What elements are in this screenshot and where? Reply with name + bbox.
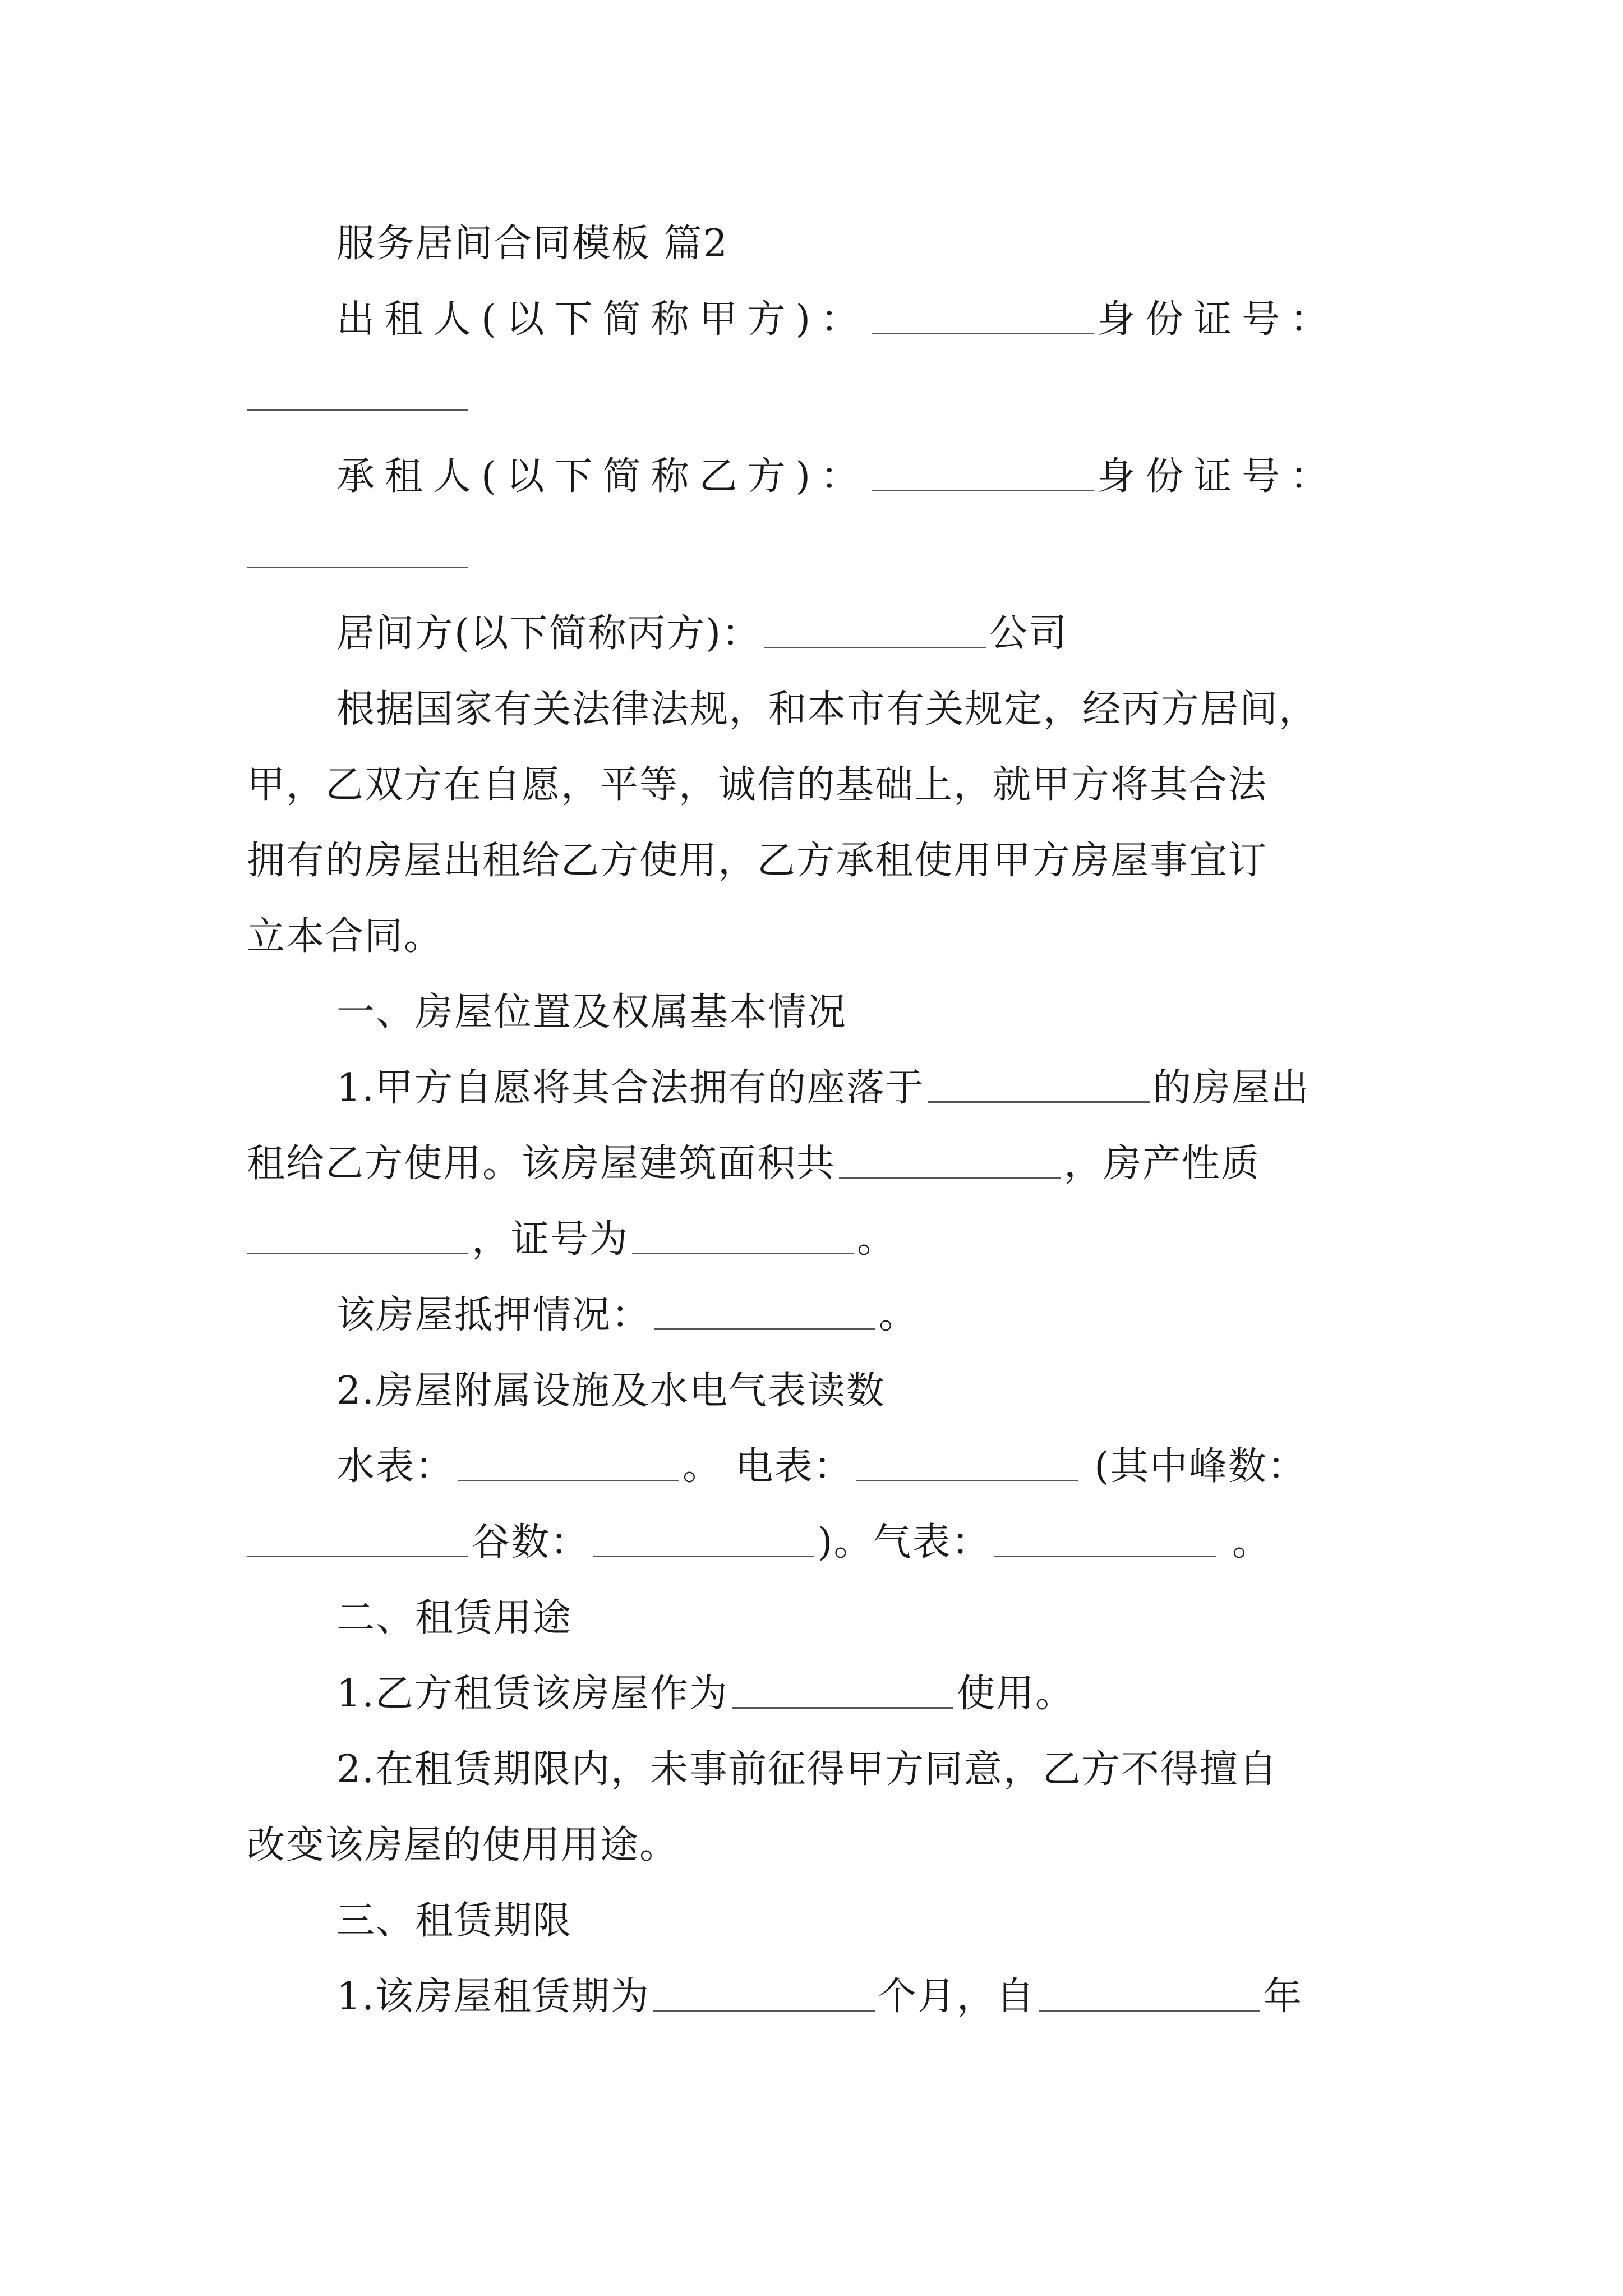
term-months-blank[interactable] <box>653 1976 875 2012</box>
text-span: 年 <box>1263 1975 1303 2019</box>
text-span: 。 <box>683 1444 722 1489</box>
mortgage-line <box>336 1287 1385 1343</box>
section1-item1-line1 <box>336 1060 1385 1116</box>
area-blank[interactable] <box>839 1143 1061 1179</box>
text-span: 租给乙方使用。该房屋建筑面积共 <box>247 1142 836 1186</box>
section2-heading: 二、租赁用途 <box>336 1596 573 1640</box>
water-meter-blank[interactable] <box>458 1446 679 1481</box>
text-span: 1.该房屋租赁期为 <box>336 1975 650 2019</box>
text-span: 1.甲方自愿将其合法拥有的座落于 <box>336 1066 925 1110</box>
section1-item1-line3 <box>247 1212 1385 1268</box>
section1-item1-line2 <box>247 1136 1385 1192</box>
start-year-blank[interactable] <box>1039 1976 1260 2012</box>
preamble-line-2: 甲，乙双方在自愿，平等，诚信的基础上，就甲方将其合法 <box>247 763 1268 807</box>
section2-item1 <box>336 1666 1385 1722</box>
lessee-line <box>336 449 1385 505</box>
text-span: 个月，自 <box>878 1975 1035 2019</box>
lessor-id-blank[interactable] <box>247 409 468 411</box>
preamble-line-3: 拥有的房屋出租给乙方使用，乙方承租使用甲方房屋事宜订 <box>247 839 1268 883</box>
lessor-label: 出租人(以下简称甲方)： <box>336 297 869 342</box>
section1-item2: 2.房屋附属设施及水电气表读数 <box>336 1369 886 1413</box>
electric-label: 电表： <box>735 1444 853 1489</box>
lessee-id-blank[interactable] <box>247 567 468 568</box>
certificate-number-blank[interactable] <box>632 1219 854 1254</box>
section3-heading: 三、租赁期限 <box>336 1899 573 1943</box>
text-span: 。 <box>857 1217 897 1262</box>
section3-item1 <box>336 1969 1385 2025</box>
peak-blank[interactable] <box>247 1522 468 1557</box>
peak-label: (其中峰数： <box>1094 1444 1307 1489</box>
lessor-name-blank[interactable] <box>872 299 1094 334</box>
text-span: 1.乙方租赁该房屋作为 <box>336 1672 728 1716</box>
lessee-label: 承租人(以下简称乙方)： <box>336 454 869 499</box>
broker-line <box>336 606 1385 662</box>
water-label: 水表： <box>336 1444 455 1489</box>
lessor-line <box>336 292 1385 348</box>
property-nature-blank[interactable] <box>247 1219 468 1254</box>
mortgage-blank[interactable] <box>654 1295 875 1330</box>
text-span: 。 <box>879 1293 919 1337</box>
lessee-name-blank[interactable] <box>872 456 1094 491</box>
lessee-id-label: 身份证号： <box>1097 454 1339 499</box>
text-span: 。 <box>1232 1520 1272 1565</box>
section2-item2-line2: 改变该房屋的使用用途。 <box>247 1823 679 1867</box>
lessor-id-label: 身份证号： <box>1097 297 1339 342</box>
broker-label: 居间方(以下简称丙方)： <box>336 611 762 656</box>
broker-suffix: 公司 <box>989 611 1068 656</box>
text-span: ，证号为 <box>472 1217 629 1262</box>
mortgage-label: 该房屋抵押情况： <box>336 1293 651 1337</box>
valley-blank[interactable] <box>593 1522 814 1557</box>
section2-item2-line1: 2.在租赁期限内，未事前征得甲方同意，乙方不得擅自 <box>336 1747 1278 1792</box>
electric-meter-blank[interactable] <box>856 1446 1078 1481</box>
gas-label: )。气表： <box>818 1520 991 1565</box>
broker-name-blank[interactable] <box>764 613 986 648</box>
meters-line-1 <box>336 1439 1385 1495</box>
text-span: 使用。 <box>956 1672 1075 1716</box>
preamble-line-1: 根据国家有关法律法规，和本市有关规定，经丙方居间， <box>336 687 1318 731</box>
document-title: 服务居间合同模板 篇2 <box>336 222 728 266</box>
usage-blank[interactable] <box>732 1673 953 1709</box>
text-span: 的房屋出 <box>1152 1066 1310 1110</box>
section1-heading: 一、房屋位置及权属基本情况 <box>336 990 847 1034</box>
preamble-line-4: 立本合同。 <box>247 914 444 959</box>
gas-meter-blank[interactable] <box>994 1522 1216 1557</box>
valley-label: 谷数： <box>472 1520 590 1565</box>
location-blank[interactable] <box>928 1068 1150 1103</box>
meters-line-2 <box>247 1515 1385 1571</box>
text-span: ，房产性质 <box>1064 1142 1261 1186</box>
